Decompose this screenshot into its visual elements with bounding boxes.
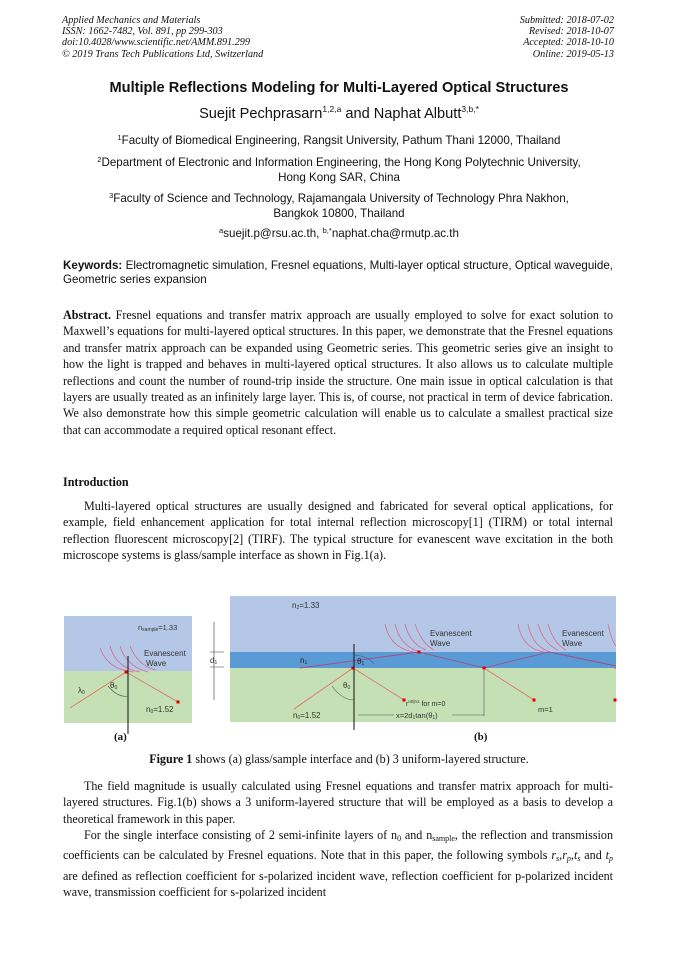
- wave-label: Wave: [562, 639, 583, 648]
- submitted-date: Submitted: 2018-07-02: [519, 15, 614, 26]
- affil-text: Bangkok 10800, Thailand: [273, 206, 405, 220]
- body-paragraph-3: [63, 827, 613, 901]
- affil-text: Faculty of Science and Technology, Rajamangala University of Technology Phra Nakhon,: [113, 192, 569, 205]
- affil-sup: 2: [97, 155, 102, 164]
- affil-text: Faculty of Biomedical Engineering, Rangsit University, Pathum Thani 12000, Thailand: [121, 134, 561, 147]
- abstract-label: Abstract.: [63, 308, 112, 322]
- author-emails: [62, 224, 616, 242]
- copyright: © 2019 Trans Tech Publications Ltd, Switzerland: [62, 48, 264, 60]
- evanescent-label: Evanescent: [144, 649, 186, 658]
- p3-text: and: [580, 848, 606, 863]
- theta0-label: θ0: [343, 681, 351, 691]
- abstract: [63, 307, 613, 438]
- p3-text: For the single interface consisting of 2 semi-infinite layers of n: [84, 828, 398, 842]
- symbol: t: [573, 848, 578, 863]
- affiliation-1: [62, 131, 616, 149]
- caption-text: shows (a) glass/sample interface and (b) 3 uniform-layered structure.: [192, 752, 529, 766]
- p3-text: and n: [401, 828, 433, 842]
- caption-label: Figure 1: [149, 752, 193, 766]
- journal-name: Applied Mechanics and Materials: [62, 15, 201, 26]
- issn: ISSN: 1662-7482, Vol. 891, pp 299-303: [62, 26, 223, 38]
- m1-label: m=1: [538, 705, 553, 714]
- figure-1: [60, 592, 620, 742]
- symbol: r: [562, 848, 567, 863]
- subscript: s: [577, 854, 581, 864]
- author-sup: 3,b,*: [461, 104, 479, 114]
- n-sample-label: nsample=1.33: [138, 623, 178, 633]
- subscript: p: [608, 854, 613, 864]
- journal-header-right: [520, 15, 614, 60]
- p3-text: ,: [559, 848, 563, 863]
- affiliation-2: [56, 153, 622, 185]
- figure-1b: [230, 596, 617, 742]
- p3-text: , the reflection and transmission coefficients can be calculated by Fresnel equations. Note that in this paper, the following symbols: [63, 828, 613, 863]
- online-date: Online: 2019-05-13: [532, 48, 614, 60]
- email-sup: a: [219, 226, 224, 235]
- theta0-label: θ0: [110, 681, 118, 691]
- panel-a-label: (a): [114, 731, 127, 742]
- evanescent-label: Evanescent: [562, 629, 604, 638]
- r-label: $r^{n0|n1}$ for m=0: [406, 699, 446, 708]
- figure-1a: [64, 616, 224, 742]
- wave-label: Wave: [430, 639, 451, 648]
- author-name: Suejit Pechprasarn: [199, 106, 323, 122]
- affil-text: Department of Electronic and Information Engineering, the Hong Kong Polytechnic University,: [101, 156, 581, 169]
- evanescent-label: Evanescent: [430, 629, 472, 638]
- lambda-label: λ0: [78, 686, 85, 696]
- n1-label: n1: [300, 656, 308, 666]
- x-distance-label: x=2d1tan(θ1): [396, 711, 438, 721]
- symbol: r: [551, 848, 557, 863]
- abstract-text: Fresnel equations and transfer matrix approach are usually employed to solve for exact solution to Maxwell’s equations for multi-layered optical structures. In this paper, we demonstrate that the Fresnel equations and transfer matrix approach can be expanded using Geometric series. This geometric series give an insight to how the light is trapped and behaves in multi-layered optical structures. It also allows us to calculate multiple reflections and count the number of round-trip inside the structure. One main issue in optical calculation is that layers are usually treated as an infinitely large layer. This is, of course, not practical in term of device fabrication. We also demonstrate how this simple geometric calculation will enable us to calculate a smallest practical size that can accommodate a required optical resonant effect.: [63, 308, 613, 437]
- affil-sup: 1: [117, 133, 122, 142]
- affiliation-3: [62, 189, 616, 221]
- authors: [0, 104, 678, 122]
- accepted-date: Accepted: 2018-10-10: [523, 37, 614, 49]
- doi: doi:10.4028/www.scientific.net/AMM.891.299: [62, 37, 250, 49]
- revised-date: Revised: 2018-10-07: [528, 26, 614, 38]
- author-name: Naphat Albutt: [373, 106, 462, 122]
- intro-paragraph: Multi-layered optical structures are usually designed and fabricated for several optical applications, for example, field enhancement application for total internal reflection microscopy[1] (TIRM) or total internal reflection fluorescent microscopy[2] (TIRF). The typical structure for evanescent wave excitation in the both microscope systems is glass/sample interface as shown in Fig.1(a).: [63, 499, 613, 563]
- journal-header-left: [62, 15, 263, 60]
- subscript: 0: [397, 834, 402, 843]
- wave-label: Wave: [146, 659, 167, 668]
- n0-label: n0=1.52: [293, 711, 321, 721]
- email-a[interactable]: suejit.p@rsu.ac.th,: [223, 227, 323, 240]
- theta1-label: θ1: [357, 657, 365, 667]
- n0-label: n0=1.52: [146, 705, 174, 715]
- n2-label: n2=1.33: [292, 601, 320, 611]
- p3-text: are defined as reflection coefficient for s-polarized incident wave, reflection coefficient for p-polarized incident wave, transmission coefficient for s-polarized incident: [63, 868, 613, 900]
- author-joiner: and: [341, 106, 374, 122]
- email-sup: b,*: [322, 226, 332, 235]
- subscript: sample: [432, 834, 455, 843]
- p3-text: ,: [570, 848, 574, 863]
- intro-heading: [63, 474, 613, 490]
- symbol: t: [605, 848, 609, 863]
- affil-sup: 3: [109, 191, 114, 200]
- author-sup: 1,2,a: [322, 104, 342, 114]
- keywords: [63, 259, 613, 288]
- body-paragraph-2: The field magnitude is usually calculated using Fresnel equations and transfer matrix approach for multi-layered structures. Fig.1(b) shows a 3 uniform-layered structure that will be employed as a basis to develop a theoretical framework in this paper.: [63, 779, 613, 826]
- paper-title: Multiple Reflections Modeling for Multi-Layered Optical Structures: [109, 80, 569, 96]
- figure-caption: [0, 752, 678, 767]
- d1-label: d1: [210, 656, 218, 666]
- keywords-label: Keywords:: [63, 259, 123, 272]
- panel-b-label: (b): [474, 731, 488, 742]
- intro-heading-text: Introduction: [63, 475, 129, 489]
- subscript: s: [556, 854, 560, 864]
- email-b[interactable]: naphat.cha@rmutp.ac.th: [331, 227, 459, 240]
- subscript: p: [566, 854, 571, 864]
- affil-text: Hong Kong SAR, China: [278, 170, 400, 184]
- keywords-text: Electromagnetic simulation, Fresnel equations, Multi-layer optical structure, Optical waveguide, Geometric series expansion: [63, 259, 613, 287]
